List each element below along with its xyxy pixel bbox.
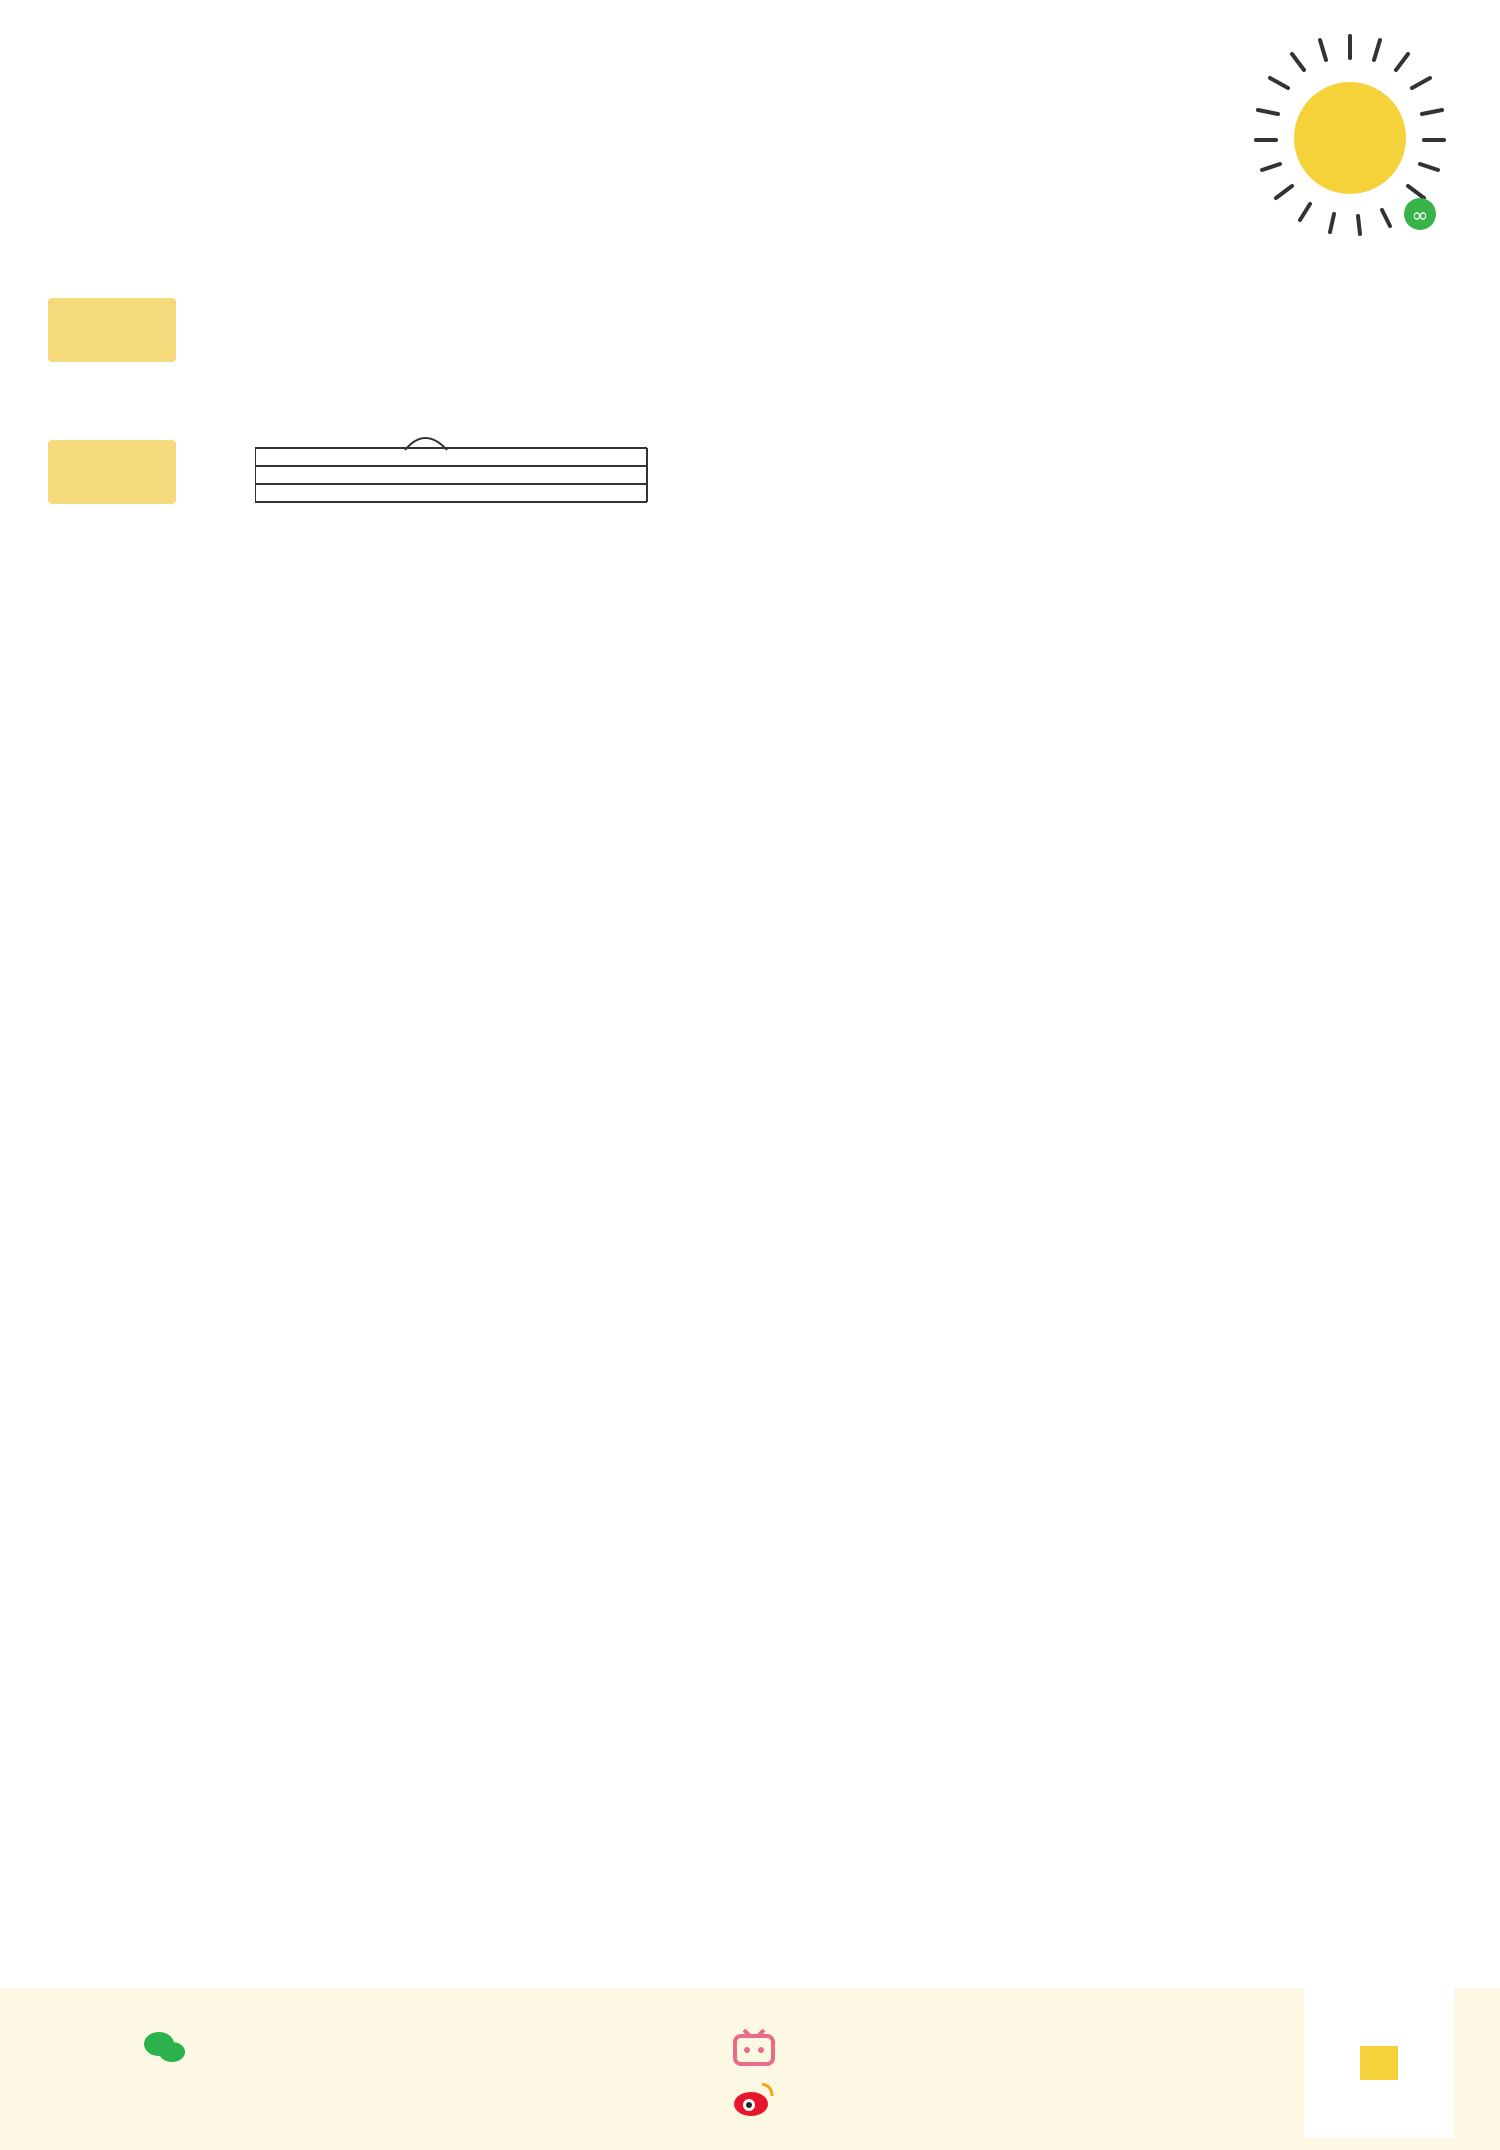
rhythm-section-label — [48, 440, 176, 504]
wechat-icon — [142, 2028, 186, 2066]
rhythm-pattern — [255, 428, 655, 558]
footer — [0, 1988, 1500, 2150]
chord-diagrams — [230, 258, 910, 408]
qr-code[interactable] — [1304, 1988, 1454, 2138]
bilibili-icon — [732, 2028, 776, 2066]
weibo-icon — [732, 2080, 776, 2118]
chord-section-label — [48, 298, 176, 362]
chord-grids — [230, 288, 910, 408]
svg-text:∞: ∞ — [1411, 203, 1429, 227]
song-body — [0, 700, 1500, 1560]
mini-program-code-logo[interactable] — [1240, 28, 1460, 258]
